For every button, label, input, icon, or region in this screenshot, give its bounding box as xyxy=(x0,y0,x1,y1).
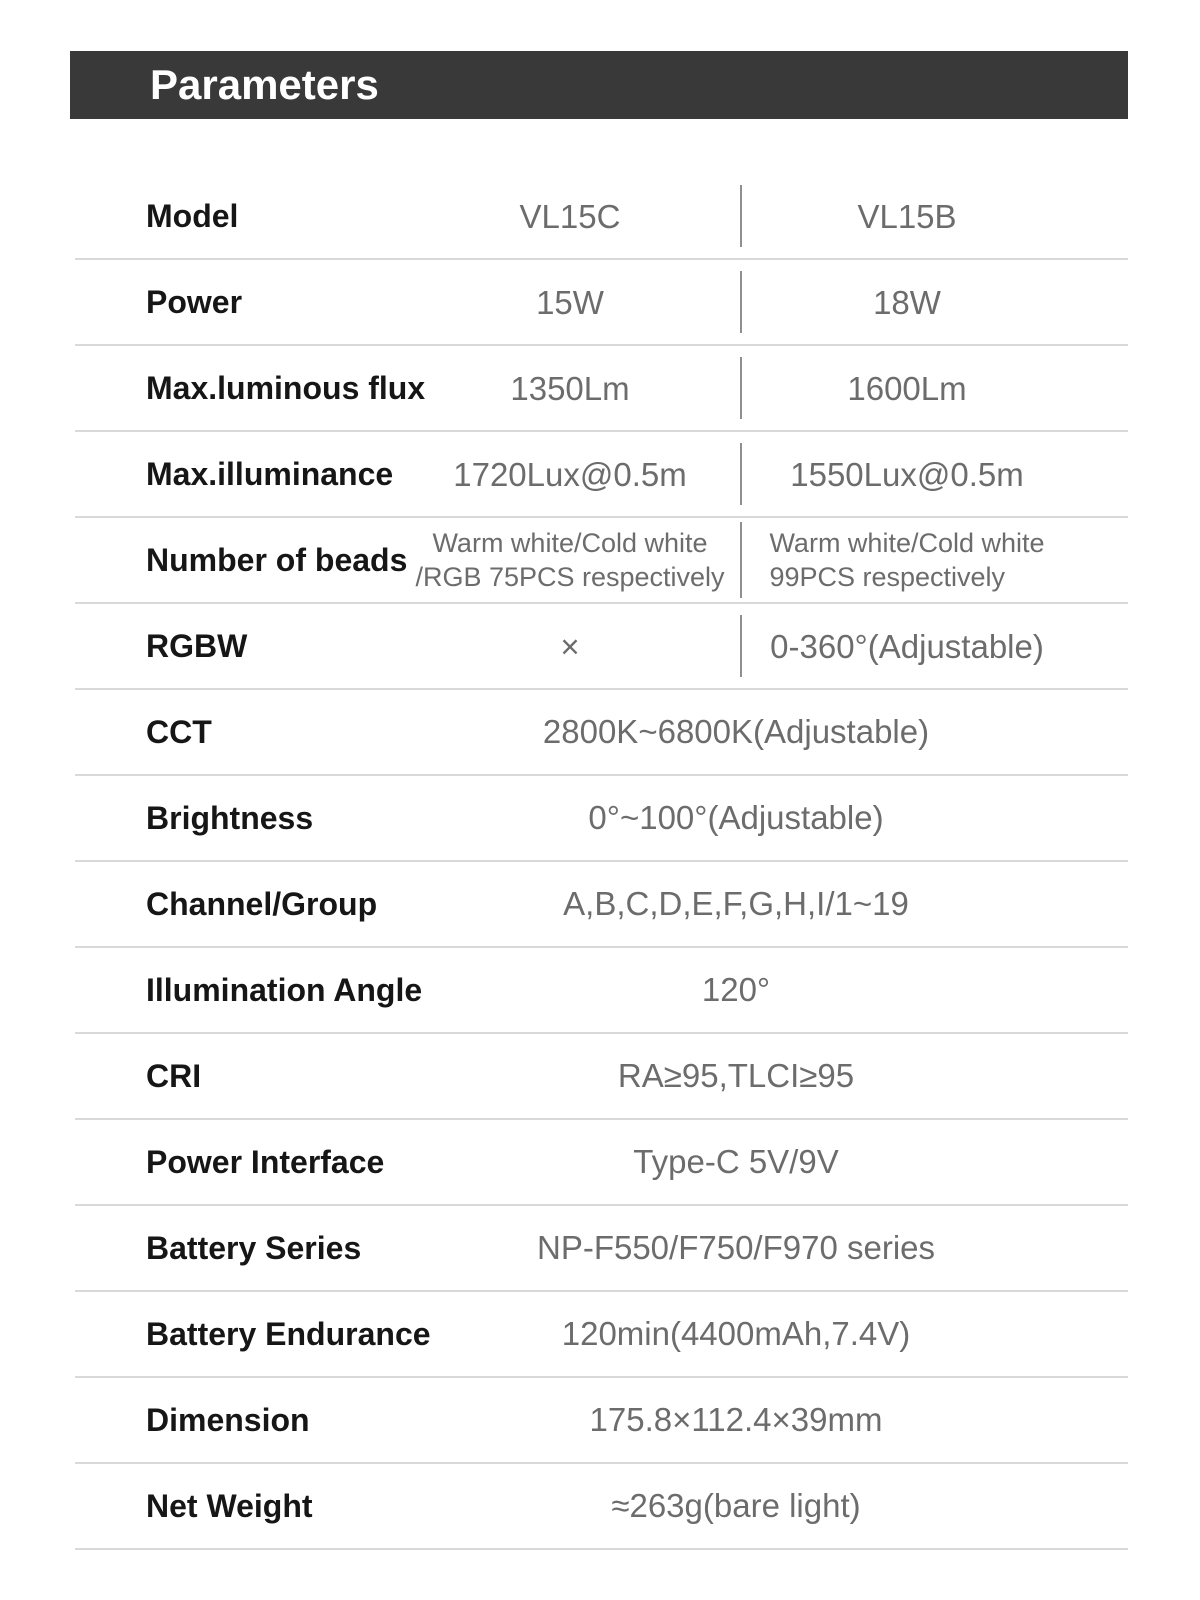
row-label: Battery Endurance xyxy=(146,1315,431,1352)
row-label: Net Weight xyxy=(146,1487,313,1524)
value-line: VL15B xyxy=(857,198,957,236)
row-value: Type-C 5V/9V xyxy=(633,1143,839,1180)
table-row xyxy=(75,948,1128,1034)
value-lines xyxy=(790,456,1023,494)
row-value: 120min(4400mAh,7.4V) xyxy=(561,1315,911,1352)
row-label: Max.illuminance xyxy=(146,455,394,492)
table-row xyxy=(75,1464,1128,1550)
row-value-vl15b xyxy=(742,526,1072,594)
row-label: Brightness xyxy=(146,799,314,836)
row-value: ≈263g(bare light) xyxy=(611,1487,861,1524)
value-line: 1350Lm xyxy=(510,370,630,408)
table-row xyxy=(75,1206,1128,1292)
table-row xyxy=(75,260,1128,346)
row-value-vl15c xyxy=(400,196,740,236)
table-row xyxy=(75,604,1128,690)
row-label: Battery Series xyxy=(146,1229,362,1266)
value-line: VL15C xyxy=(519,198,621,236)
value-lines xyxy=(857,198,956,236)
value-lines xyxy=(536,284,604,322)
table-row xyxy=(75,432,1128,518)
value-line: 1550Lux@0.5m xyxy=(790,456,1024,494)
value-lines xyxy=(769,526,1044,594)
row-value: RA≥95,TLCI≥95 xyxy=(617,1057,855,1094)
value-line: Warm white/Cold white xyxy=(769,528,1045,558)
row-value-vl15c xyxy=(400,626,740,666)
value-line: 15W xyxy=(536,284,604,322)
spec-table xyxy=(75,174,1128,1550)
value-line: 99PCS respectively xyxy=(769,562,1006,592)
table-row xyxy=(75,1378,1128,1464)
value-lines xyxy=(520,198,621,236)
value-line: 1720Lux@0.5m xyxy=(453,456,687,494)
page-title: Parameters xyxy=(150,61,379,108)
row-label: Illumination Angle xyxy=(146,971,423,1008)
table-row xyxy=(75,776,1128,862)
value-lines xyxy=(560,628,579,666)
row-label: RGBW xyxy=(146,627,248,664)
value-line: × xyxy=(560,628,580,666)
value-line: Warm white/Cold white xyxy=(432,528,708,558)
row-value: NP-F550/F750/F970 series xyxy=(536,1229,935,1266)
row-value: 2800K~6800K(Adjustable) xyxy=(542,713,930,750)
row-value-vl15b xyxy=(742,368,1072,408)
value-lines xyxy=(453,456,686,494)
table-row xyxy=(75,1034,1128,1120)
row-value: 0°~100°(Adjustable) xyxy=(588,799,884,836)
row-label: Dimension xyxy=(146,1401,310,1438)
value-lines xyxy=(510,370,629,408)
table-row xyxy=(75,690,1128,776)
row-value-vl15c xyxy=(400,282,740,322)
row-value-vl15b xyxy=(742,454,1072,494)
row-label: Channel/Group xyxy=(146,885,378,922)
value-line: 0-360°(Adjustable) xyxy=(770,628,1044,666)
section-header-bar xyxy=(70,51,1128,119)
value-lines xyxy=(873,284,941,322)
row-label: Max.luminous flux xyxy=(146,369,426,406)
row-label: Power Interface xyxy=(146,1143,385,1180)
value-lines xyxy=(770,628,1044,666)
row-value: A,B,C,D,E,F,G,H,I/1~19 xyxy=(563,885,909,922)
table-row xyxy=(75,1120,1128,1206)
row-value: 120° xyxy=(701,971,771,1008)
row-value-vl15b xyxy=(742,282,1072,322)
row-label: Model xyxy=(146,197,239,234)
value-line: 18W xyxy=(873,284,941,322)
table-row xyxy=(75,518,1128,604)
value-line: 1600Lm xyxy=(847,370,967,408)
value-line: /RGB 75PCS respectively xyxy=(415,562,725,592)
table-row xyxy=(75,346,1128,432)
row-value-vl15c xyxy=(400,368,740,408)
row-value-vl15c xyxy=(400,526,740,594)
row-value-vl15b xyxy=(742,626,1072,666)
table-row xyxy=(75,1292,1128,1378)
row-label: Number of beads xyxy=(146,541,408,578)
row-value-vl15b xyxy=(742,196,1072,236)
table-row xyxy=(75,174,1128,260)
value-lines xyxy=(847,370,966,408)
row-label: Power xyxy=(146,283,243,320)
table-row xyxy=(75,862,1128,948)
row-label: CRI xyxy=(146,1057,202,1094)
row-value: 175.8×112.4×39mm xyxy=(589,1401,883,1438)
value-lines xyxy=(415,526,724,594)
row-label: CCT xyxy=(146,713,212,750)
row-value-vl15c xyxy=(400,454,740,494)
